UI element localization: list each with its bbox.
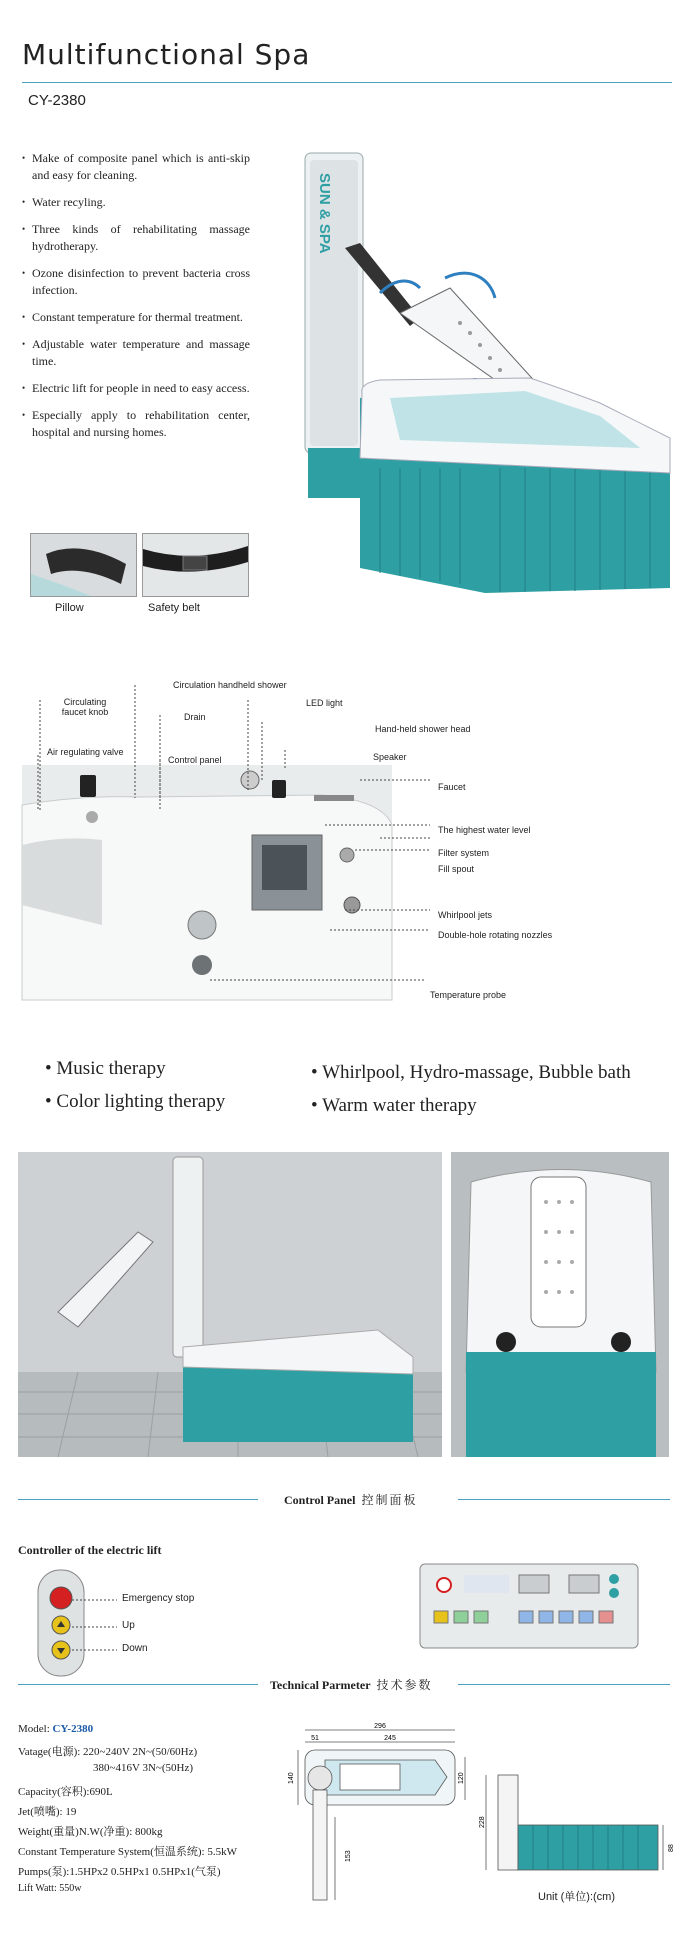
label-filter-system: Filter system: [438, 848, 490, 858]
dim-label: 153: [345, 1850, 352, 1862]
tub-water: [390, 391, 640, 448]
section-rule: [458, 1684, 670, 1685]
section-rule: [458, 1499, 670, 1500]
label-circulation-handheld-shower: Circulation handheld shower: [173, 680, 287, 690]
label-led-light: LED light: [306, 698, 343, 708]
section-rule: [18, 1499, 258, 1500]
pillow-caption: Pillow: [55, 602, 84, 614]
model-number: CY-2380: [28, 92, 86, 109]
safety-belt-thumbnail: [142, 533, 249, 597]
emergency-stop-label: Emergency stop: [122, 1593, 195, 1604]
feature-item: • Electric lift for people in need to easy access.: [22, 380, 250, 397]
feature-item: • Three kinds of rehabilitating massage hydrotherapy.: [22, 221, 250, 255]
spec-pumps: Pumps(泵):1.5HPx2 0.5HPx1 0.5HPx1(气泵): [18, 1866, 221, 1878]
feature-item: • Make of composite panel which is anti-skip and easy for cleaning.: [22, 150, 250, 184]
label-temperature-probe: Temperature probe: [430, 990, 507, 1000]
spec-lift-watt: Lift Watt: 550w: [18, 1883, 82, 1894]
control-panel-image: [419, 1563, 639, 1649]
feature-item: • Ozone disinfection to prevent bacteria cross infection.: [22, 265, 250, 299]
label-air-regulating-valve: Air regulating valve: [47, 747, 124, 757]
dim-label: 228: [479, 1816, 486, 1828]
spec-voltage: Vatage(电源): 220~240V 2N~(50/60Hz): [18, 1746, 198, 1758]
lift-leaders: [72, 1580, 122, 1680]
label-speaker: Speaker: [373, 752, 407, 762]
label-faucet: Faucet: [438, 782, 466, 792]
page-title: Multifunctional Spa: [22, 38, 311, 71]
spec-voltage-alt: 380~416V 3N~(50Hz): [93, 1762, 193, 1774]
label-whirlpool-jets: Whirlpool jets: [438, 910, 493, 920]
therapy-item: • Color lighting therapy: [45, 1091, 226, 1112]
spec-capacity: Capacity(容积):690L: [18, 1786, 113, 1798]
section-rule: [18, 1684, 258, 1685]
therapy-item: • Music therapy: [45, 1058, 166, 1079]
up-label: Up: [122, 1620, 135, 1631]
lift-controller-heading: Controller of the electric lift: [18, 1543, 162, 1557]
feature-item: • Water recyling.: [22, 194, 250, 211]
dim-label: 245: [384, 1735, 396, 1742]
feature-item: • Especially apply to rehabilitation center, hospital and nursing homes.: [22, 407, 250, 441]
down-label: Down: [122, 1643, 148, 1654]
spa-hero-image: [300, 148, 680, 608]
dim-label: 296: [374, 1723, 386, 1730]
label-control-panel: Control panel: [168, 755, 222, 765]
label-hand-held-shower-head: Hand-held shower head: [375, 724, 471, 734]
label-fill-spout: Fill spout: [438, 864, 475, 874]
therapy-item: • Whirlpool, Hydro-massage, Bubble bath: [311, 1062, 631, 1083]
title-divider: [22, 82, 672, 83]
safety-belt-caption: Safety belt: [148, 602, 200, 614]
top-view-drawing: [288, 1722, 475, 1907]
dim-label: 88: [668, 1844, 675, 1852]
emergency-stop-icon: [50, 1587, 72, 1609]
label-circulating-faucet-knob: Circulating faucet knob: [61, 697, 109, 717]
spec-jet: Jet(喷嘴): 19: [18, 1806, 77, 1818]
dim-label: 120: [458, 1772, 465, 1784]
feature-list: [22, 150, 250, 451]
spec-temperature-system: Constant Temperature System(恒温系统): 5.5kW: [18, 1846, 237, 1858]
spa-room-photo: [18, 1152, 442, 1457]
control-panel-section-title: Control Panel 控制面板: [284, 1493, 418, 1507]
side-view-drawing: [478, 1770, 678, 1880]
technical-section-title: Technical Parmeter 技术参数: [270, 1678, 433, 1692]
feature-item: • Adjustable water temperature and massage time.: [22, 336, 250, 370]
label-drain: Drain: [184, 712, 206, 722]
therapy-item: • Warm water therapy: [311, 1095, 477, 1116]
pillow-thumbnail: [30, 533, 137, 597]
spec-weight: Weight(重量)N.W(净重): 800kg: [18, 1826, 163, 1838]
unit-label: Unit (单位):(cm): [538, 1891, 615, 1903]
spa-top-photo: [451, 1152, 669, 1457]
dim-label: 51: [311, 1735, 319, 1742]
spec-model: Model: CY-2380: [18, 1723, 94, 1735]
diagram-leaders: [0, 680, 700, 1010]
brand-logo-text: SUN & SPA: [316, 173, 333, 254]
label-double-hole-nozzles: Double-hole rotating nozzles: [438, 930, 553, 940]
feature-item: • Constant temperature for thermal treatment.: [22, 309, 250, 326]
label-highest-water-level: The highest water level: [438, 825, 531, 835]
dim-label: 140: [288, 1772, 295, 1784]
